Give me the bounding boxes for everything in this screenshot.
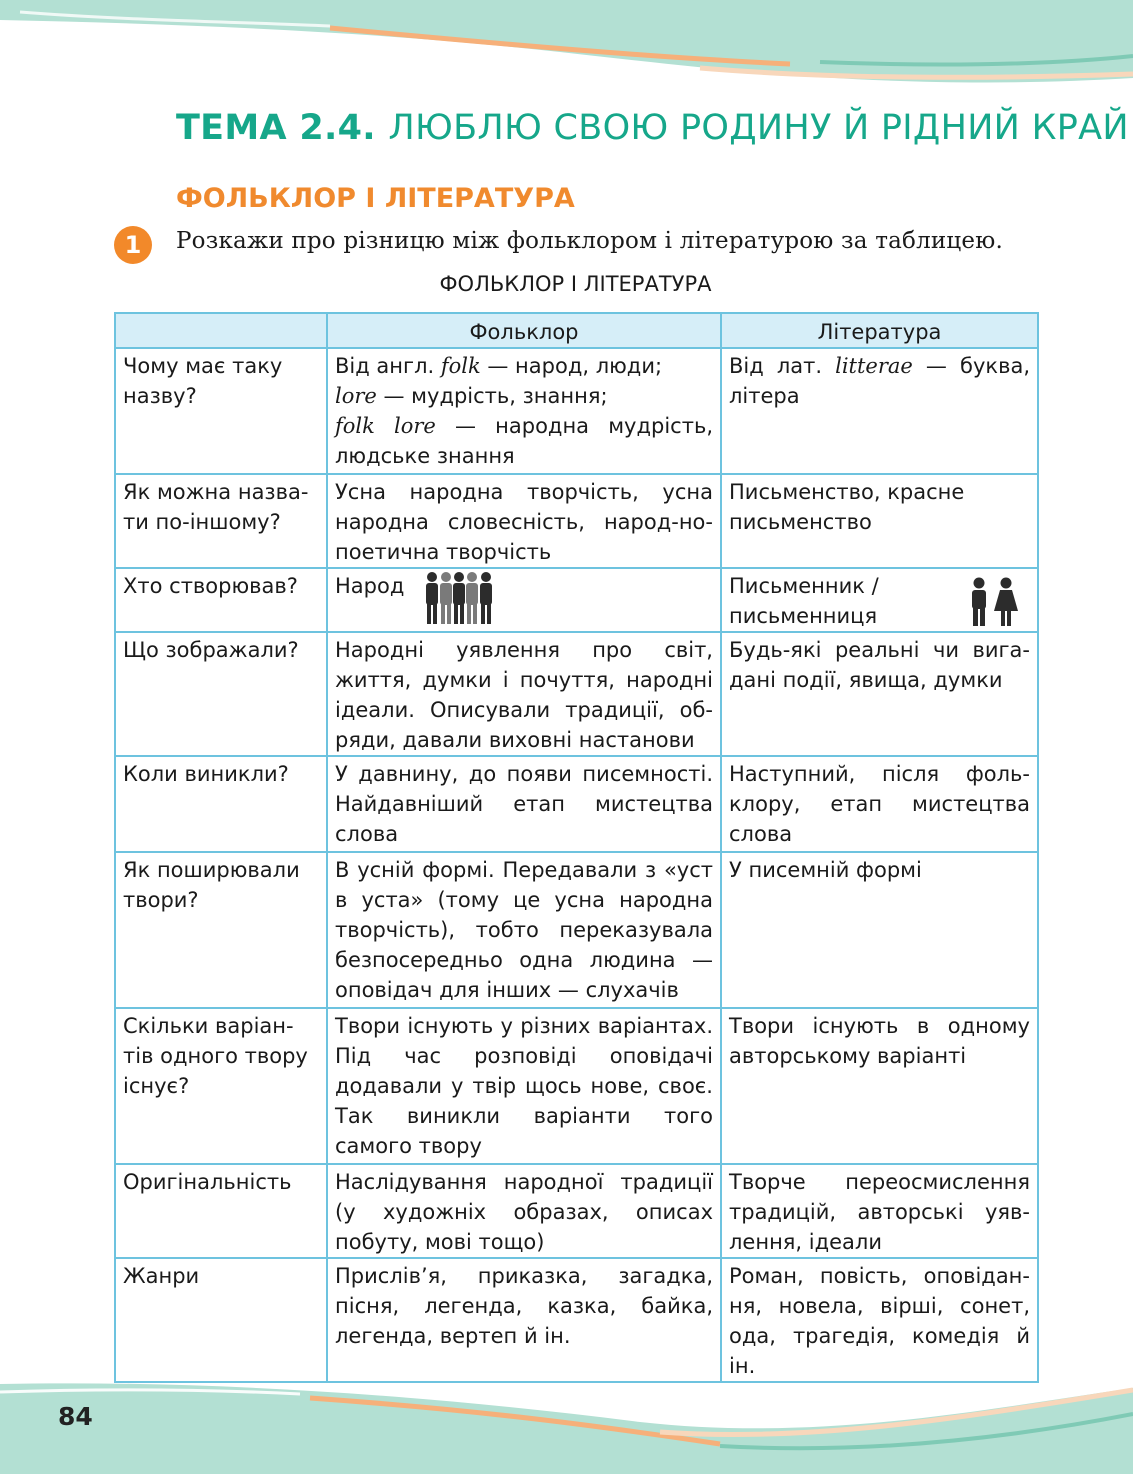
table-row: [115, 1008, 1038, 1164]
page-number: 84: [58, 1402, 93, 1431]
folklore-cell: Усна народна творчість, усна народна словесність, народ-но-поетична творчість: [327, 474, 721, 568]
literature-cell: Роман, повість, оповідан-ня, новела, вірші, сонет, ода, трагедія, комедія й ін.: [721, 1258, 1038, 1382]
literature-cell: Від лат. litterae — буква, літера: [721, 348, 1038, 474]
section-title: ФОЛЬКЛОР І ЛІТЕРАТУРА: [176, 183, 575, 214]
boy-girl-icon: [966, 577, 1020, 627]
table-row: [115, 474, 1038, 568]
question-cell: Оригінальність: [115, 1164, 327, 1258]
table-row: [115, 756, 1038, 852]
table-row: [115, 632, 1038, 756]
top-wave-decoration: [0, 0, 1133, 110]
header-cell-empty: [115, 313, 327, 348]
question-cell: Коли виникли?: [115, 756, 327, 852]
topic-number: ТЕМА 2.4.: [176, 108, 376, 148]
question-cell: Чому має таку назву?: [115, 348, 327, 474]
folklore-cell: У давнину, до появи писемності. Найдавніший етап мистецтва слова: [327, 756, 721, 852]
header-cell-folklore: Фольклор: [327, 313, 721, 348]
task-number-badge: 1: [114, 226, 152, 264]
header-cell-literature: Література: [721, 313, 1038, 348]
literature-cell: Будь-які реальні чи вига-дані події, явища, думки: [721, 632, 1038, 756]
table-row: [115, 852, 1038, 1008]
creator-folk: Народ: [335, 574, 405, 598]
literature-cell: Творче переосмислення традицій, авторські уяв-лення, ідеали: [721, 1164, 1038, 1258]
question-cell: Як можна назва-ти по-іншому?: [115, 474, 327, 568]
italic-term: folk: [440, 354, 481, 378]
table-caption: ФОЛЬКЛОР І ЛІТЕРАТУРА: [439, 272, 712, 296]
question-cell: Скільки варіан-тів одного твору існує?: [115, 1008, 327, 1164]
people-group-icon: [424, 571, 494, 627]
literature-cell: [721, 568, 1038, 632]
literature-cell: У писемній формі: [721, 852, 1038, 1008]
folklore-cell: Твори існують у різних варіантах. Під час розповіді оповідачі додавали у твір щось нове, своє. Так виникли варіанти того самого твору: [327, 1008, 721, 1164]
folklore-cell: Прислів’я, приказка, загадка, пісня, легенда, казка, байка, легенда, вертеп й ін.: [327, 1258, 721, 1382]
bottom-wave-decoration: [0, 1370, 1133, 1474]
topic-title: ЛЮБЛЮ СВОЮ РОДИНУ Й РІДНИЙ КРАЙ: [388, 108, 1129, 148]
table-row: [115, 1164, 1038, 1258]
question-cell: Що зображали?: [115, 632, 327, 756]
literature-cell: Наступний, після фоль-клору, етап мистецтва слова: [721, 756, 1038, 852]
folklore-cell: Від англ. folk — народ, люди; lore — мудрість, знання; folk lore — народна мудрість, людське знання: [327, 348, 721, 474]
italic-term: lore: [335, 384, 377, 408]
topic-heading: [176, 108, 1129, 148]
folklore-cell: В усній формі. Передавали з «уст в уста» (тому це усна народна творчість), тобто переказувала безпосередньо одна людина — оповідач для інших — слухачів: [327, 852, 721, 1008]
folklore-cell: Народні уявлення про світ, життя, думки і почуття, народні ідеали. Описували традиції, об-ряди, давали виховні настанови: [327, 632, 721, 756]
question-cell: Як поширювали твори?: [115, 852, 327, 1008]
question-cell: Жанри: [115, 1258, 327, 1382]
comparison-table: [114, 312, 1039, 1383]
literature-cell: Твори існують в одному авторському варіанті: [721, 1008, 1038, 1164]
italic-term: litterae: [835, 354, 913, 378]
table-row: [115, 1258, 1038, 1382]
italic-term: folk lore: [335, 414, 436, 438]
folklore-cell: [327, 568, 721, 632]
table-row: [115, 348, 1038, 474]
table-header-row: [115, 313, 1038, 348]
table-row: [115, 568, 1038, 632]
literature-cell: Письменство, красне письменство: [721, 474, 1038, 568]
question-cell: Хто створював?: [115, 568, 327, 632]
task-instruction: Розкажи про різницю між фольклором і літературою за таблицею.: [176, 228, 1003, 254]
creator-lit: Письменник / письменниця: [729, 574, 879, 628]
folklore-cell: Наслідування народної традиції (у художніх образах, описах побуту, мові тощо): [327, 1164, 721, 1258]
